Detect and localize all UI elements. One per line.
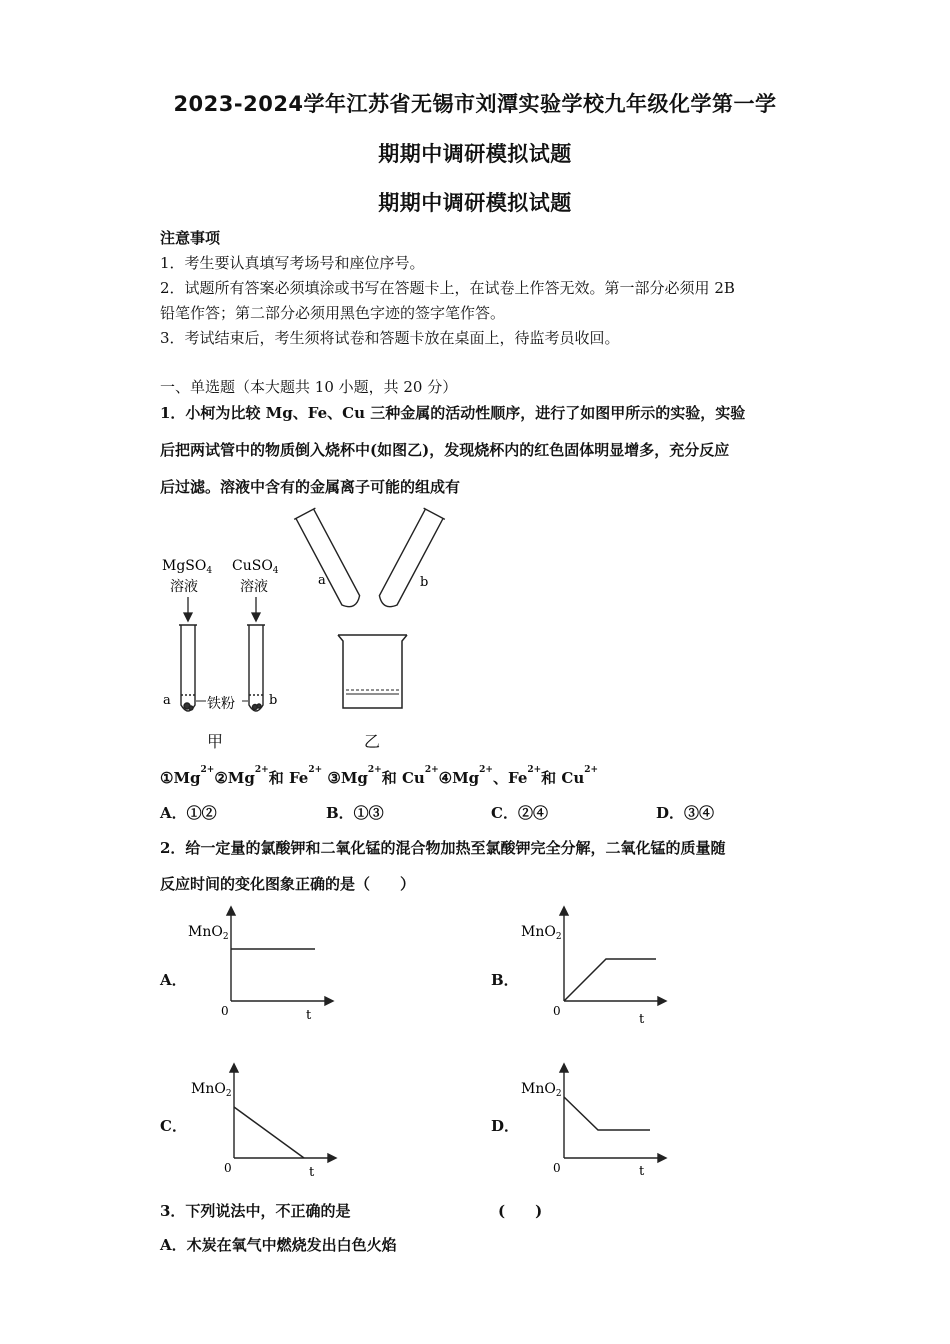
tilted-tube-b	[375, 508, 445, 611]
section-1-heading: 一、单选题（本大题共 10 小题，共 20 分）	[160, 378, 458, 396]
graph-d-xlabel: t	[639, 1164, 645, 1179]
notice-item-3: 3．考试结束后，考生须将试卷和答题卡放在桌面上，待监考员收回。	[160, 329, 620, 347]
q3-line-1: 3．下列说法中，不正确的是	[160, 1202, 351, 1220]
q1-option-c[interactable]: C．②④	[491, 804, 548, 822]
q1-option-d[interactable]: D．③④	[656, 804, 715, 822]
graph-d	[518, 1062, 668, 1187]
caption-yi: 乙	[364, 732, 381, 751]
q2-option-d[interactable]: D．	[491, 1117, 520, 1135]
q1-ion-combos: $①Mg^{2+}②Mg^{2+}$和 $Fe^{2+}$ $③Mg^{2+}$和 $Cu^{2+}④Mg^{2+}$、$Fe^{2+}$和 $Cu^{2+}$	[160, 765, 599, 787]
q1-option-a[interactable]: A．①②	[160, 804, 217, 822]
q2-line-1: 2．给一定量的氯酸钾和二氧化锰的混合物加热至氯酸钾完全分解，二氧化锰的质量随	[160, 839, 726, 857]
graph-b-origin: 0	[553, 1004, 561, 1018]
graph-a-xlabel: t	[306, 1008, 312, 1023]
graph-b	[518, 905, 668, 1030]
graph-a-ylabel: MnO$_2$	[188, 924, 229, 942]
graph-b-ylabel: MnO$_2$	[521, 924, 562, 942]
q3-bracket: ( )	[498, 1202, 543, 1220]
graph-c-curve	[234, 1107, 304, 1158]
graph-d-ylabel: MnO$_2$	[521, 1081, 562, 1099]
notice-item-1: 1．考生要认真填写考场号和座位序号。	[160, 254, 425, 272]
tilted-tube-a-label: a	[318, 573, 326, 588]
notice-heading: 注意事项	[160, 229, 221, 247]
test-tube-b	[247, 625, 265, 711]
beaker	[338, 635, 407, 708]
q2-line-2: 反应时间的变化图象正确的是（ ）	[160, 875, 416, 893]
graph-b-curve	[564, 959, 656, 1001]
notice-item-2a: 2．试题所有答案必须填涂或书写在答题卡上，在试卷上作答无效。第一部分必须用 2B	[160, 279, 735, 297]
q1-line-3: 后过滤。溶液中含有的金属离子可能的组成有	[160, 478, 461, 496]
test-tube-a	[179, 625, 197, 711]
tilted-tube-a	[294, 508, 364, 611]
title-line-3: 期期中调研模拟试题	[378, 191, 572, 215]
iron-powder-label: 铁粉	[207, 696, 235, 712]
q1-line-1: 1．小柯为比较 Mg、Fe、Cu 三种金属的活动性顺序，进行了如图甲所示的实验，实验	[160, 404, 746, 422]
tube-a-label: a	[163, 693, 171, 708]
mgso4-label: MgSO$_4$	[162, 558, 213, 576]
graph-c-xlabel: t	[309, 1165, 315, 1180]
notice-item-2b: 铅笔作答；第二部分必须用黑色字迹的签字笔作答。	[160, 304, 506, 322]
graph-c	[188, 1062, 338, 1187]
q1-line-2: 后把两试管中的物质倒入烧杯中(如图乙)，发现烧杯内的红色固体明显增多，充分反应	[160, 441, 730, 459]
title-line-2: 期期中调研模拟试题	[378, 142, 572, 166]
tube-b-label: b	[269, 693, 278, 708]
q3-option-a[interactable]: A．木炭在氧气中燃烧发出白色火焰	[160, 1236, 397, 1254]
q2-option-b[interactable]: B．	[491, 971, 519, 989]
title-line-1: 2023-2024学年江苏省无锡市刘潭实验学校九年级化学第一学	[173, 92, 777, 116]
graph-c-ylabel: MnO$_2$	[191, 1081, 232, 1099]
caption-jia: 甲	[207, 732, 224, 751]
q1-figure	[150, 505, 450, 755]
q1-option-b[interactable]: B．①③	[326, 804, 384, 822]
tilted-tube-b-label: b	[420, 575, 429, 590]
graph-d-origin: 0	[553, 1161, 561, 1175]
graph-b-xlabel: t	[639, 1012, 645, 1027]
q2-option-c[interactable]: C．	[160, 1117, 187, 1135]
cuso4-label: CuSO$_4$	[232, 558, 279, 576]
arrow-down-icon	[184, 597, 260, 621]
mgso4-solution-label: 溶液	[170, 579, 198, 595]
graph-c-origin: 0	[224, 1161, 232, 1175]
q2-option-a[interactable]: A．	[160, 971, 187, 989]
graph-a	[185, 905, 335, 1030]
graph-a-origin: 0	[221, 1004, 229, 1018]
cuso4-solution-label: 溶液	[240, 579, 268, 595]
graph-d-curve	[564, 1097, 650, 1130]
